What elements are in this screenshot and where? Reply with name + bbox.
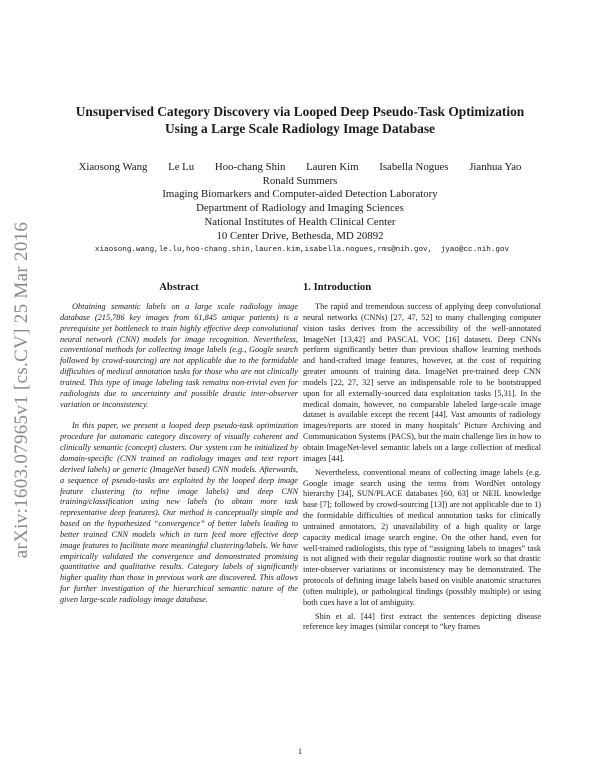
introduction-section	[303, 281, 541, 633]
title-line-2: Using a Large Scale Radiology Image Database	[164, 121, 436, 136]
intro-paragraph: Nevertheless, conventional means of collecting image labels (e.g. Google image search using the terms from WordNet ontology hierarchy [34], SUN/PLACE databases [60, 63] or NEIL knowledge base [7]; followed by crowd-sourcing [13]) are not applicable due to 1) the formidable difficulties of medical annotation tasks for clinically untrained annotators, 2) unavailability of a high quality or large capacity medical image search engine. On the other hand, even for well-trained radiologists, this type of “assigning labels to images” task is not aligned with their regular diagnostic routine work so that drastic inter-observer variations or inconsistency may be demonstrated. The protocols of defining image labels based on visible anatomic structures (often multiple), or pathological findings (possibly multiple) or using both cues have a lot of ambiguity.	[303, 467, 541, 607]
abstract-paragraph: In this paper, we present a looped deep pseudo-task optimization procedure for automatic category discovery of visually coherent and clinically semantic (concept) clusters. Our system can be initialized by domain-specific (CNN trained on radiology images and text report derived labels) or generic (ImageNet based) CNN models. Afterwards, a sequence of pseudo-tasks are exploited by the looped deep image feature clustering (to refine image labels) and deep CNN training/classification using new labels (to obtain more task representative deep features). Our method is conceptually simple and based on the hypothesized “convergence” of better labels leading to better trained CNN models which in turn feed more effective deep image features to facilitate more meaningful clustering/labels. We have empirically validated the convergence and demonstrated promising quantitative and qualitative results. Category labels of significantly higher quality than those in previous work are discovered. This allows for further investigation of the hierarchical semantic nature of the given large-scale radiology image database.	[60, 421, 298, 604]
email-group: xiaosong.wang,le.lu,hoo-chang.shin,lauren.kim,isabella.nogues,rms@nih.gov,	[94, 246, 433, 254]
affiliation-line: Imaging Biomarkers and Computer-aided Detection Laboratory	[162, 188, 438, 200]
abstract-section	[60, 281, 298, 606]
affiliation-line: Department of Radiology and Imaging Sciences	[196, 202, 404, 214]
author-list	[60, 160, 540, 188]
email-single: jyao@cc.nih.gov	[440, 246, 510, 254]
title-line-1: Unsupervised Category Discovery via Looped Deep Pseudo-Task Optimization	[75, 104, 525, 119]
author-name: Jianhua Yao	[469, 161, 522, 173]
arxiv-id-text: arXiv:1603.07965v1 [cs.CV] 25 Mar 2016	[11, 221, 32, 559]
author-name: Xiaosong Wang	[78, 161, 148, 173]
paper-title	[60, 103, 540, 137]
intro-paragraph: Shin et al. [44] first extract the sentences depicting disease reference key images (similar concept to “key frames	[303, 611, 541, 632]
author-name: Isabella Nogues	[379, 161, 449, 173]
author-emails	[40, 245, 560, 255]
introduction-heading: 1. Introduction	[303, 282, 372, 293]
author-name: Ronald Summers	[262, 175, 338, 187]
author-name: Hoo-chang Shin	[214, 161, 286, 173]
affiliation-line: 10 Center Drive, Bethesda, MD 20892	[216, 230, 384, 242]
affiliation	[60, 187, 540, 243]
abstract-paragraph: Obtaining semantic labels on a large scale radiology image database (215,786 key images from 61,845 unique patients) is a prerequisite yet bottleneck to train highly effective deep convolutional neural network (CNN) models for image recognition. Nevertheless, conventional methods for collecting image labels (e.g., Google search followed by crowd-sourcing) are not applicable due to the formidable difficulties of medical annotation tasks for those who are not clinically trained. This type of image labeling task remains non-trivial even for radiologists due to uncertainty and possible drastic inter-observer variation or inconsistency.	[60, 302, 298, 409]
affiliation-line: National Institutes of Health Clinical Center	[204, 216, 396, 228]
page-number: 1	[297, 746, 303, 756]
author-name: Le Lu	[168, 161, 195, 173]
abstract-heading: Abstract	[159, 282, 199, 293]
arxiv-identifier	[2, 175, 42, 605]
intro-paragraph: The rapid and tremendous success of applying deep convolutional neural networks (CNNs) [27, 47, 52] to many challenging computer vision tasks derives from the accessibility of the well-annotated ImageNet [13,42] and PASCAL VOC [16] datasets. Deep CNNs perform significantly better than previous shallow learning methods and hand-crafted image features, however, at the cost of requiring greater amounts of training data. ImageNet pre-trained deep CNN models [22, 27, 32] serve an indispensable role to be bootstrapped upon for all externally-sourced data exploitation tasks [5,31]. In the medical domain, however, no comparable labeled large-scale image dataset is available except the recent [44]. Vast amounts of radiology images/reports are stored in many hospitals’ Picture Archiving and Communication Systems (PACS), but the main challenge lies in how to obtain ImageNet-level semantic labels on a large collection of medical images [44].	[303, 302, 541, 463]
author-name: Lauren Kim	[306, 161, 359, 173]
